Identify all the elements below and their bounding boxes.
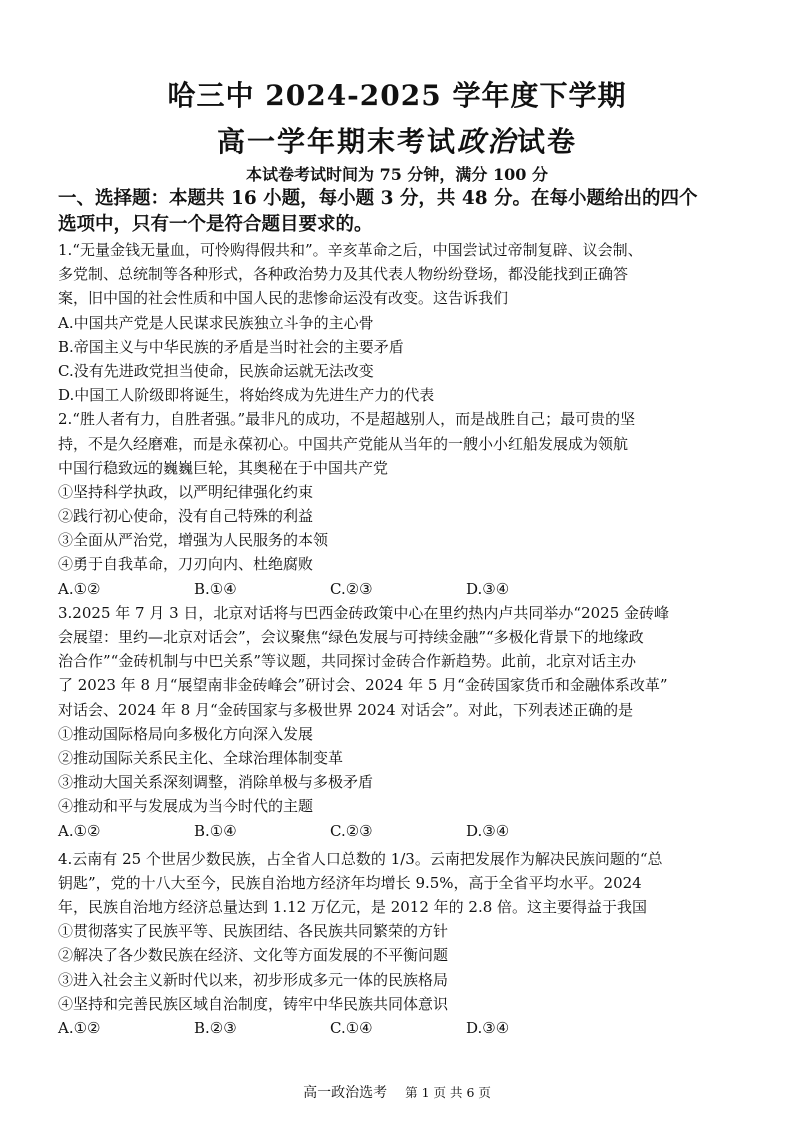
answer-options <box>58 1016 748 1040</box>
choice-d: D.中国工人阶级即将诞生，将始终成为先进生产力的代表 <box>58 386 435 405</box>
option-d: D.③④ <box>466 1019 510 1037</box>
question-stem-line: 年，民族自治地方经济总量达到 1.12 万亿元，是 2012 年的 2.8 倍。这主要得益于我国 <box>58 898 648 917</box>
footer-subject: 高一政治选考 <box>303 1085 388 1101</box>
title-suffix: 试卷 <box>517 125 578 158</box>
question-stem-line: 对话会、2024 年 8 月“金砖国家与多极世界 2024 对话会”。对此，下列表述正确的是 <box>58 700 634 719</box>
statement-item: ②推动国际关系民主化、全球治理体制变革 <box>58 748 344 767</box>
choice-a: A.中国共产党是人民谋求民族独立斗争的主心骨 <box>58 313 374 332</box>
footer-page-number: 第 1 页 共 6 页 <box>405 1085 491 1100</box>
section-heading-line1: 一、选择题：本题共 16 小题，每小题 3 分，共 48 分。在每小题给出的四个 <box>58 188 698 209</box>
question-stem-line: 2.“胜人者有力，自胜者强。”最非凡的成功，不是超越别人，而是战胜自己；最可贵的坚 <box>58 410 636 429</box>
exam-title-line1: 哈三中 2024-2025 学年度下学期 <box>167 79 627 112</box>
statement-item: ③全面从严治党，增强为人民服务的本领 <box>58 531 329 550</box>
option-d: D.③④ <box>466 821 510 840</box>
statement-item: ①推动国际格局向多极化方向深入发展 <box>58 724 314 743</box>
option-a: A.①② <box>58 579 101 598</box>
section-heading-line2: 选项中，只有一个是符合题目要求的。 <box>58 214 373 235</box>
title-prefix: 高一学年期末考试 <box>216 125 457 158</box>
choice-c: C.没有先进政党担当使命，民族命运就无法改变 <box>58 361 374 380</box>
question-2 <box>58 407 748 601</box>
option-c: C.②③ <box>330 579 373 598</box>
option-b: B.①④ <box>194 821 237 840</box>
option-a: A.①② <box>58 821 101 840</box>
statement-item: ④推动和平与发展成为当今时代的主题 <box>58 797 314 816</box>
statement-item: ④坚持和完善民族区域自治制度，铸牢中华民族共同体意识 <box>58 994 449 1013</box>
exam-info: 本试卷考试时间为 75 分钟，满分 100 分 <box>246 165 548 184</box>
section-heading <box>58 186 738 238</box>
statement-item: ②解决了各少数民族在经济、文化等方面发展的不平衡问题 <box>58 946 449 965</box>
statement-item: ②践行初心使命，没有自己特殊的利益 <box>58 507 314 526</box>
question-stem-line: 会展望：里约—北京对话会”，会议聚焦“绿色发展与可持续金融”“多极化背景下的地缘政 <box>58 628 644 646</box>
question-stem-line: 案，旧中国的社会性质和中国人民的悲惨命运没有改变。这告诉我们 <box>58 289 509 308</box>
answer-options <box>58 819 748 843</box>
option-b: B.②③ <box>194 1019 237 1037</box>
question-4 <box>58 847 748 1041</box>
question-1 <box>58 238 748 407</box>
exam-title-line2 <box>0 120 794 160</box>
statement-item: ③推动大国关系深刻调整，消除单极与多极矛盾 <box>58 773 374 792</box>
question-stem-line: 钥匙”，党的十八大至今，民族自治地方经济年均增长 9.5%，高于全省平均水平。2024 <box>58 873 642 892</box>
statement-item: ①贯彻落实了民族平等、民族团结、各民族共同繁荣的方针 <box>58 922 449 941</box>
page-footer <box>0 1082 794 1102</box>
option-d: D.③④ <box>466 579 510 598</box>
title-subject: 政治 <box>456 125 517 158</box>
question-stem-line: 治合作”“金砖机制与中巴关系”等议题，共同探讨金砖合作新趋势。此前，北京对话主办 <box>58 652 637 671</box>
question-stem-line: 中国行稳致远的巍巍巨轮，其奥秘在于中国共产党 <box>58 458 389 477</box>
option-b: B.①④ <box>194 579 237 598</box>
option-c: C.①④ <box>330 1019 373 1037</box>
statement-item: ③进入社会主义新时代以来，初步形成多元一体的民族格局 <box>58 970 449 989</box>
answer-options <box>58 577 748 601</box>
question-stem-line: 3.2025 年 7 月 3 日，北京对话将与巴西金砖政策中心在里约热内卢共同举办“2025 金砖峰 <box>58 603 670 622</box>
choice-b: B.帝国主义与中华民族的矛盾是当时社会的主要矛盾 <box>58 337 404 356</box>
questions-body <box>58 238 748 1040</box>
option-a: A.①② <box>58 1019 101 1037</box>
question-3 <box>58 601 748 843</box>
statement-item: ①坚持科学执政，以严明纪律强化约束 <box>58 482 314 501</box>
option-c: C.②③ <box>330 821 373 840</box>
statement-item: ④勇于自我革命，刀刃向内、杜绝腐败 <box>58 555 314 574</box>
question-stem-line: 了 2023 年 8 月“展望南非金砖峰会”研讨会、2024 年 5 月“金砖国家货币和金融体系改革” <box>58 676 668 695</box>
question-stem-line: 4.云南有 25 个世居少数民族，占全省人口总数的 1/3。云南把发展作为解决民族问题的“总 <box>58 849 663 868</box>
question-stem-line: 多党制、总统制等各种形式，各种政治势力及其代表人物纷纷登场，都没能找到正确答 <box>58 265 629 284</box>
question-stem-line: 1.“无量金钱无量血，可怜购得假共和”。辛亥革命之后，中国尝试过帝制复辟、议会制、 <box>58 241 643 259</box>
question-stem-line: 持，不是久经磨难，而是永葆初心。中国共产党能从当年的一艘小小红船发展成为领航 <box>58 434 629 453</box>
